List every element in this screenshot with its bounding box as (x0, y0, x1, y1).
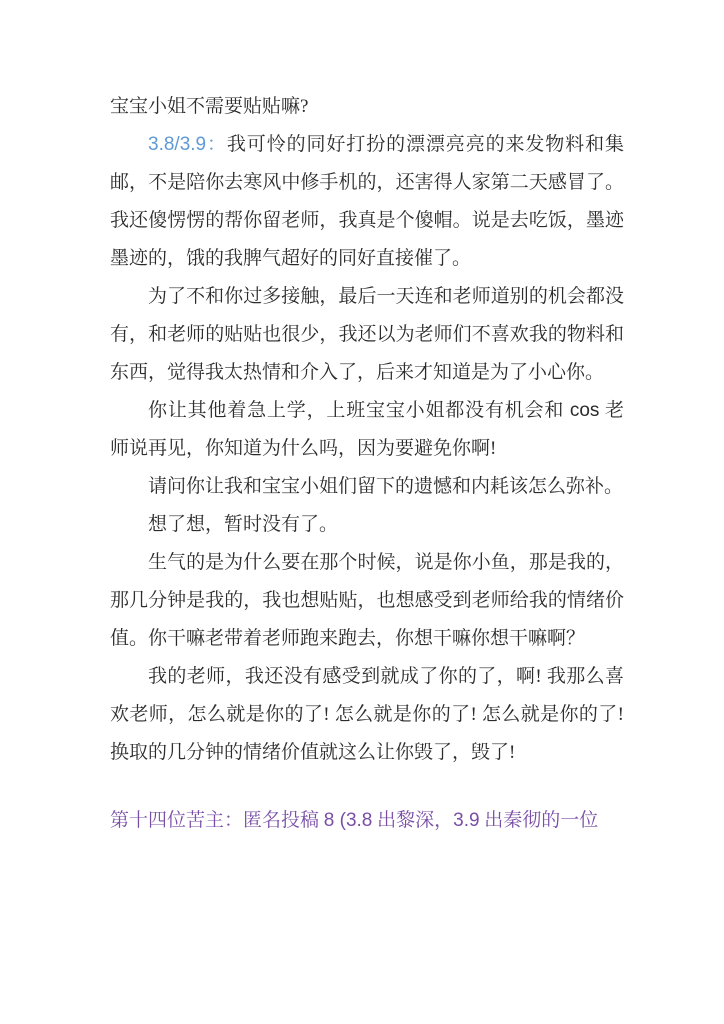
intro-text: 宝宝小姐不需要贴贴嘛? (110, 96, 309, 117)
paragraph-intro (110, 88, 624, 126)
dated-entry-text: 我可怜的同好打扮的漂漂亮亮的来发物料和集邮，不是陪你去寒风中修手机的，还害得人家第二天感冒了。我还傻愣愣的帮你留老师，我真是个傻帽。说是去吃饭，墨迹墨迹的，饿的我脾气超好的同好直接催了。 (110, 134, 624, 269)
footer-text-part: 出秦彻的一位 (479, 810, 599, 831)
paragraph-cos (110, 392, 624, 468)
footer-text-part: 第十四位苦主：匿名投稿 (110, 810, 324, 831)
paragraph-dated-entry (110, 126, 624, 278)
paragraph-thought-text: 想了想，暂时没有了。 (148, 514, 339, 535)
paragraph-contact (110, 278, 624, 392)
footer-submission-line (110, 802, 624, 840)
paragraph-regret-text: 请问你让我和宝宝小姐们留下的遗憾和内耗该怎么弥补。 (148, 476, 624, 497)
date-label: 3.8/3.9： (148, 134, 227, 155)
paragraph-angry-text: 生气的是为什么要在那个时候，说是你小鱼，那是我的，那几分钟是我的，我也想贴贴，也想感受到老师给我的情绪价值。你干嘛老带着老师跑来跑去，你想干嘛你想干嘛啊？ (110, 552, 624, 649)
paragraph-cos-latin-word: cos (569, 400, 600, 421)
paragraph-contact-text: 为了不和你过多接触，最后一天连和老师道别的机会都没有，和老师的贴贴也很少，我还以为老师们不喜欢我的物料和东西，觉得我太热情和介入了，后来才知道是为了小心你。 (110, 286, 624, 383)
paragraph-teacher (110, 658, 624, 772)
footer-text-part: 出黎深， (372, 810, 454, 831)
paragraph-regret (110, 468, 624, 506)
footer-number-part: 3.9 (453, 810, 480, 831)
paragraph-thought (110, 506, 624, 544)
paragraph-cos-text-after: 老师说再见，你知道为什么吗，因为要避免你啊! (110, 400, 624, 459)
paragraph-teacher-text: 我的老师，我还没有感受到就成了你的了，啊! 我那么喜欢老师，怎么就是你的了! 怎么就是你的了! 怎么就是你的了! 换取的几分钟的情绪价值就这么让你毁了，毁了! (110, 666, 624, 763)
paragraph-angry (110, 544, 624, 658)
footer-number-part: 8 (3.8 (323, 810, 373, 831)
paragraph-cos-text-before: 你让其他着急上学，上班宝宝小姐都没有机会和 (148, 400, 570, 421)
